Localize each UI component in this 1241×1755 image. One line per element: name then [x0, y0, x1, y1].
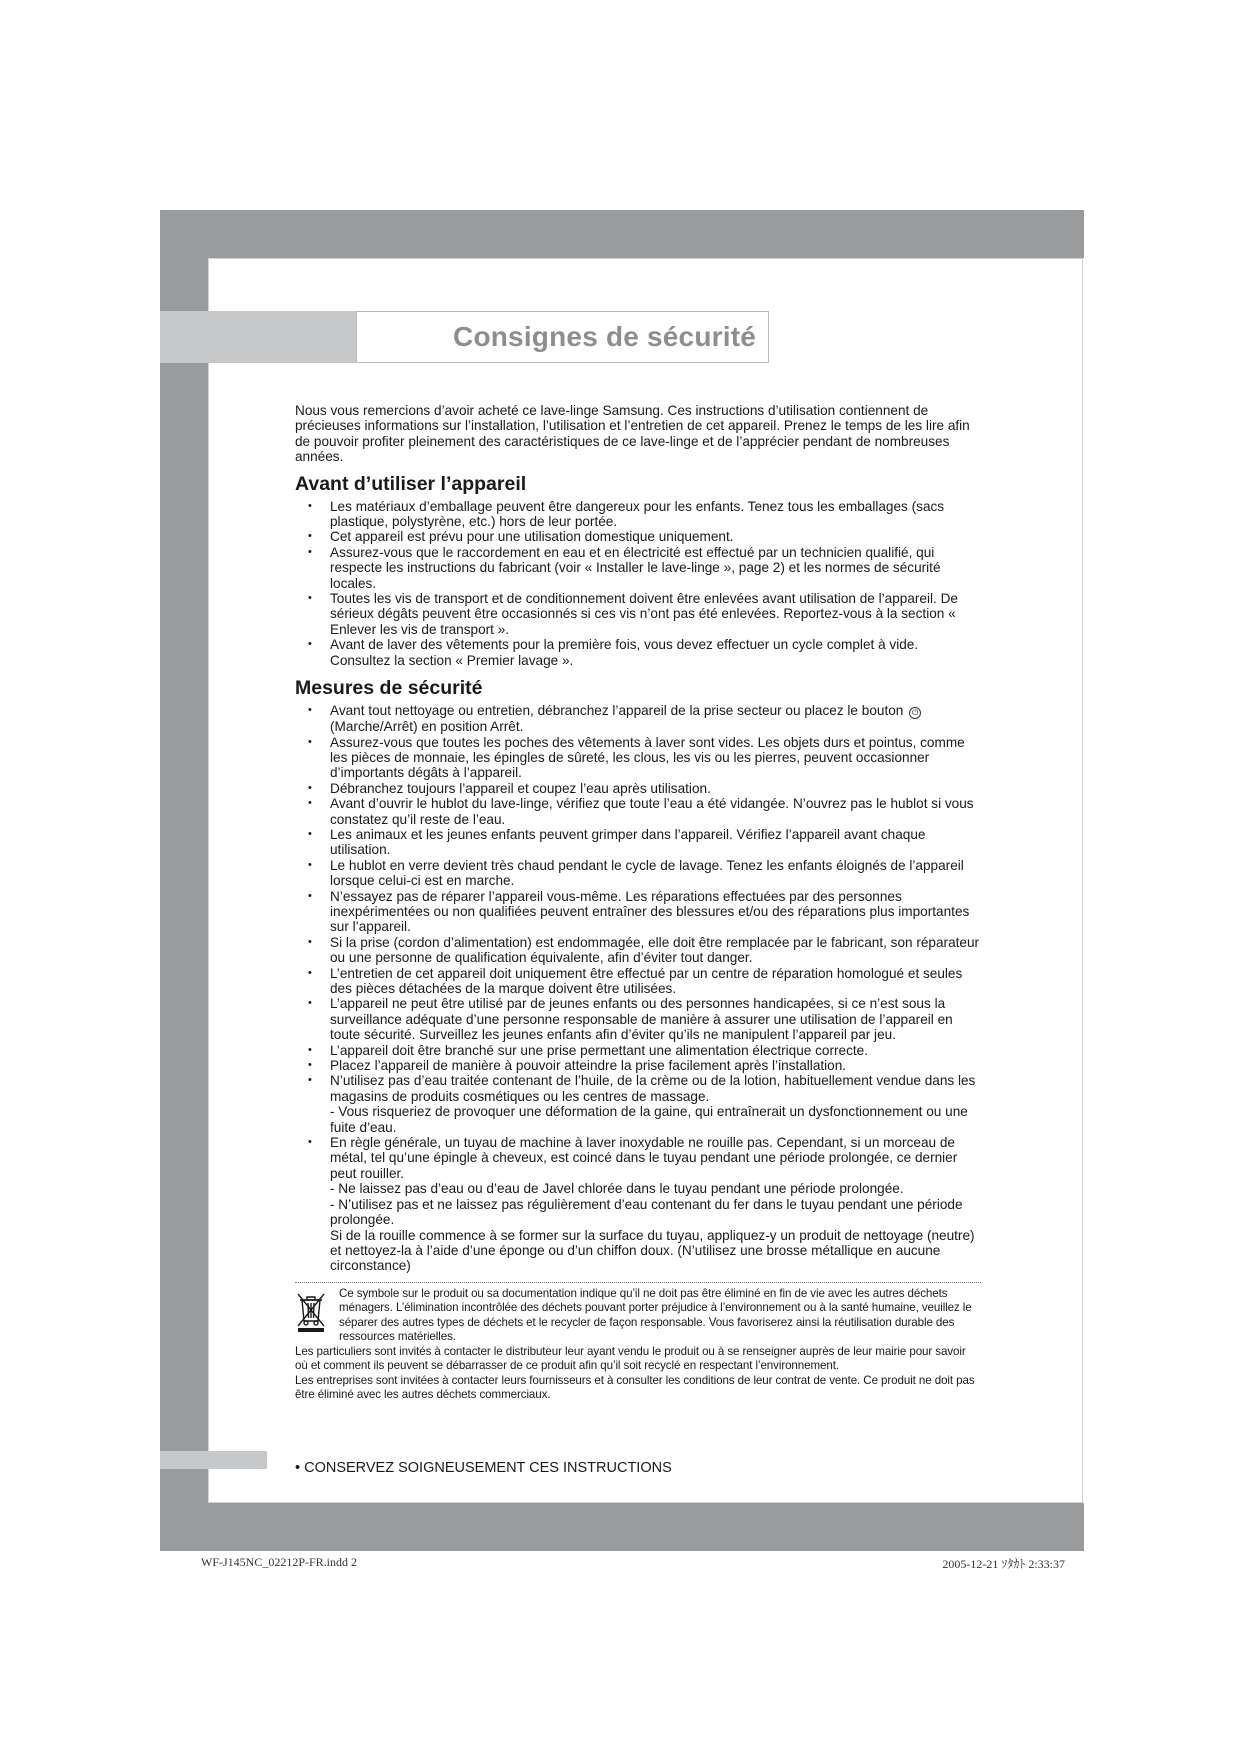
list-item: • Débranchez toujours l’appareil et coupez l’eau après utilisation.	[295, 781, 981, 796]
list-item: • N’essayez pas de réparer l’appareil vous-même. Les réparations effectuées par des personnes inexpérimentées ou non qualifiées peuvent entraîner des blessures et/ou des réparations plus importantes sur l’appareil.	[295, 889, 981, 935]
print-date-slug: 2005-12-21 ｿﾀｶﾄ 2:33:37	[942, 1557, 1065, 1571]
sub-note: Si de la rouille commence à se former sur la surface du tuyau, appliquez-y un produit de nettoyage (neutre) et nettoyez-la à l’aide d’une éponge ou d’un chiffon doux. (N’utilisez une brosse métallique en aucune circonstance)	[330, 1227, 975, 1274]
frame-left-band	[160, 258, 208, 1551]
frame-bottom-band	[160, 1503, 1084, 1551]
list-item: • Assurez-vous que le raccordement en eau et en électricité est effectué par un technicien qualifié, qui respecte les instructions du fabricant (voir « Installer le lave-linge », page 2) et les normes de sécurité locales.	[295, 545, 981, 591]
list-item: • Placez l’appareil de manière à pouvoir atteindre la prise facilement après l’installation.	[295, 1058, 981, 1073]
weee-note-private: Les particuliers sont invités à contacter le distributeur leur ayant vendu le produit ou à se renseigner auprès de leur mairie pour savoir où et comment ils peuvent se débarrasser de ce produit afin qu’il soit recyclé en respectant l’environnement.	[295, 1344, 966, 1373]
sub-note: - N’utilisez pas et ne laissez pas régulièrement d’eau contenant du fer dans le tuyau pendant une période prolongée.	[330, 1196, 963, 1228]
list-item: • Cet appareil est prévu pour une utilisation domestique uniquement.	[295, 529, 981, 544]
list-mesures	[295, 703, 981, 1274]
heading-avant: Avant d’utiliser l’appareil	[295, 472, 527, 495]
sub-note: - Ne laissez pas d’eau ou d’eau de Javel chlorée dans le tuyau pendant une période prolongée.	[330, 1181, 904, 1197]
list-item: • Le hublot en verre devient très chaud pendant le cycle de lavage. Tenez les enfants éloignés de l’appareil lorsque celui-ci est en marche.	[295, 858, 981, 889]
list-item: • L’appareil doit être branché sur une prise permettant une alimentation électrique correcte.	[295, 1043, 981, 1058]
item-text: N’utilisez pas d’eau traitée contenant de l’huile, de la crème ou de la lotion, habituellement vendue dans les magasins de produits cosmétiques ou les centres de massage.	[330, 1073, 976, 1104]
crossed-bin-icon	[295, 1287, 339, 1345]
list-avant	[295, 499, 981, 668]
title-tab	[160, 311, 356, 363]
list-item: • L’appareil ne peut être utilisé par de jeunes enfants ou des personnes handicapées, si ce n’est sous la surveillance adéquate d’une personne responsable de manière à assurer une utilisation de l’appareil en toute sécurité. Surveillez les jeunes enfants afin d’éviter qu’ils ne manipulent l’appareil par jeu.	[295, 996, 981, 1042]
conserve-instructions: • CONSERVEZ SOIGNEUSEMENT CES INSTRUCTIONS	[295, 1460, 672, 1476]
intro-paragraph: Nous vous remercions d’avoir acheté ce lave-linge Samsung. Ces instructions d’utilisation contiennent de précieuses informations sur l’installation, l’utilisation et l’entretien de cet appareil. Prenez le temps de les lire afin de pouvoir profiter pleinement des caractéristiques de ce lave-linge et de l’apprécier pendant de nombreuses années.	[295, 403, 970, 465]
list-item: • Les matériaux d’emballage peuvent être dangereux pour les enfants. Tenez tous les emballages (sacs plastique, polystyrène, etc.) hors de leur portée.	[295, 499, 981, 530]
list-item: • Toutes les vis de transport et de conditionnement doivent être enlevées avant utilisation de l’appareil. De sérieux dégâts peuvent être occasionnés si ces vis n’ont pas été enlevées. Reportez-vous à la section « Enlever les vis de transport ».	[295, 591, 981, 637]
item-text: Avant tout nettoyage ou entretien, débranchez l’appareil de la prise secteur ou placez le bouton	[330, 703, 904, 719]
list-item: • Assurez-vous que toutes les poches des vêtements à laver sont vides. Les objets durs et pointus, comme les pièces de monnaie, les épingles de sûreté, les clous, les vis ou les pierres, peuvent occasionner d’importants dégâts à l’appareil.	[295, 735, 981, 781]
heading-mesures: Mesures de sécurité	[295, 677, 483, 700]
title-box	[356, 311, 769, 363]
list-item: • Si la prise (cordon d’alimentation) est endommagée, elle doit être remplacée par le fabricant, son réparateur ou une personne de qualification équivalente, afin d’éviter tout danger.	[295, 935, 981, 966]
frame-top-band	[160, 210, 1084, 258]
weee-notice	[295, 1282, 981, 1403]
list-item	[295, 703, 981, 734]
sub-note: - Vous risqueriez de provoquer une déformation de la gaine, qui entraînerait un dysfonctionnement ou une fuite d’eau.	[330, 1104, 968, 1135]
footer-tab	[160, 1451, 267, 1469]
weee-text: Ce symbole sur le produit ou sa documentation indique qu’il ne doit pas être éliminé en fin de vie avec les autres déchets ménagers. L’élimination incontrôlée des déchets pouvant porter préjudice à l’environnement ou à la santé humaine, veuillez le séparer des autres types de déchets et le recycler de façon responsable. Vous favoriserez ainsi la réutilisation durable des ressources matérielles.	[339, 1286, 972, 1344]
print-file-slug: WF-J145NC_02212P-FR.indd 2	[201, 1555, 358, 1569]
list-item: • Avant d’ouvrir le hublot du lave-linge, vérifiez que toute l’eau a été vidangée. N’ouvrez pas le hublot si vous constatez qu’il reste de l’eau.	[295, 796, 981, 827]
list-item: • Avant de laver des vêtements pour la première fois, vous devez effectuer un cycle complet à vide. Consultez la section « Premier lavage ».	[295, 637, 981, 668]
weee-note-business: Les entreprises sont invitées à contacter leurs fournisseurs et à consulter les conditions de leur contrat de vente. Ce produit ne doit pas être éliminé avec les autres déchets commerciaux.	[295, 1373, 975, 1402]
content	[295, 403, 981, 1403]
item-text: En règle générale, un tuyau de machine à laver inoxydable ne rouille pas. Cependant, si un morceau de métal, tel qu’une épingle à cheveux, est coincé dans le tuyau pendant une période prolongée, ce dernier peut rouiller.	[330, 1135, 958, 1181]
list-item	[295, 1073, 981, 1135]
power-icon: ⏻	[909, 707, 921, 719]
page-title: Consignes de sécurité	[453, 321, 756, 352]
item-text: (Marche/Arrêt) en position Arrêt.	[330, 719, 524, 735]
list-item: • L’entretien de cet appareil doit uniquement être effectué par un centre de réparation homologué et seules des pièces détachées de la marque doivent être utilisées.	[295, 966, 981, 997]
list-item	[295, 1135, 981, 1274]
list-item: • Les animaux et les jeunes enfants peuvent grimper dans l’appareil. Vérifiez l’appareil avant chaque utilisation.	[295, 827, 981, 858]
